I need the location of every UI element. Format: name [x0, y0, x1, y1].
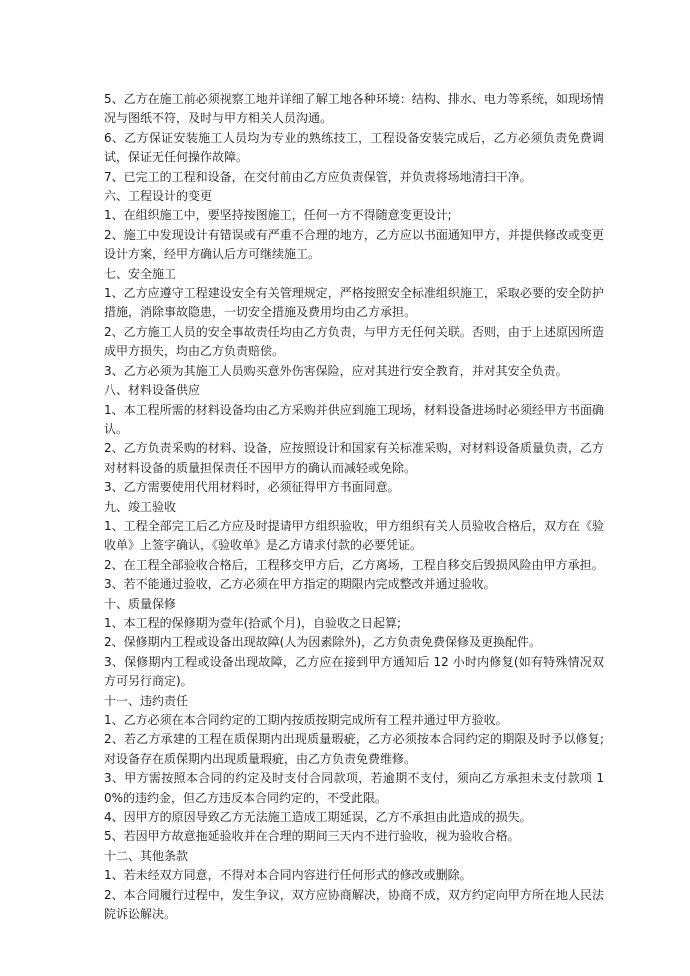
section-heading-design-change: 六、工程设计的变更	[104, 189, 213, 204]
acceptance-clause-3: 3、若不能通过验收，乙方必须在甲方指定的期限内完成整改并通过验收。	[104, 577, 496, 592]
warranty-clause-2: 2、保修期内工程或设备出现故障(人为因素除外)，乙方负责免费保修及更换配件。	[104, 635, 542, 650]
section-heading-warranty: 十、质量保修	[104, 596, 177, 611]
materials-clause-3: 3、乙方需要使用代用材料时，必须征得甲方书面同意。	[104, 480, 400, 495]
section-heading-acceptance: 九、竣工验收	[104, 499, 177, 514]
liability-clause-3: 3、甲方需按照本合同的约定及时支付合同款项，若逾期不支付，须向乙方承担未支付款项 10%的违约金，但乙方违反本合同约定的，不受此限。	[104, 771, 604, 805]
materials-clause-1: 1、本工程所需的材料设备均由乙方采购并供应到施工现场，材料设备进场时必须经甲方书面确认。	[104, 402, 604, 436]
safety-clause-1: 1、乙方应遵守工程建设安全有关管理规定，严格按照安全标准组织施工，采取必要的安全防护措施，消除事故隐患，一切安全措施及费用均由乙方承担。	[104, 286, 604, 320]
other-terms-clause-2: 2、本合同履行过程中，发生争议，双方应协商解决，协商不成，双方约定向甲方所在地人民法院诉讼解决。	[104, 887, 604, 922]
warranty-clause-3: 3、保修期内工程或设备出现故障，乙方应在接到甲方通知后 12 小时内修复(如有特殊情况双方可另行商定)。	[104, 654, 604, 689]
materials-clause-2: 2、乙方负责采购的材料、设备，应按照设计和国家有关标准采购，对材料设备质量负责，乙方对材料设备的质量担保责任不因甲方的确认而减轻或免除。	[104, 441, 604, 475]
section-heading-safety: 七、安全施工	[104, 266, 177, 281]
section-heading-liability: 十一、违约责任	[104, 693, 189, 708]
clause-5-site-survey: 5、乙方在施工前必须视察工地并详细了解工地各种环境：结构、排水、电力等系统，如现场情况与图纸不符，及时与甲方相关人员沟通。	[104, 92, 604, 126]
clause-6-installers: 6、乙方保证安装施工人员均为专业的熟练技工，工程设备安装完成后，乙方必须负责免费调试，保证无任何操作故障。	[104, 130, 604, 165]
acceptance-clause-2: 2、在工程全部验收合格后，工程移交甲方后，乙方离场，工程自移交后毁损风险由甲方承担。	[104, 557, 604, 572]
contract-page-body	[104, 90, 604, 924]
safety-clause-2: 2、乙方施工人员的安全事故责任均由乙方负责，与甲方无任何关联。否则，由于上述原因所造成甲方损失，均由乙方负责赔偿。	[104, 324, 604, 359]
design-change-clause-1: 1、在组织施工中，要坚持按图施工，任何一方不得随意变更设计;	[104, 208, 452, 223]
liability-clause-1: 1、乙方必须在本合同约定的工期内按质按期完成所有工程并通过甲方验收。	[104, 713, 508, 727]
acceptance-clause-1: 1、工程全部完工后乙方应及时提请甲方组织验收，甲方组织有关人员验收合格后，双方在《验收单》上签字确认，《验收单》是乙方请求付款的必要凭证。	[104, 518, 604, 553]
liability-clause-5: 5、若因甲方故意拖延验收并在合理的期间三天内不进行验收，视为验收合格。	[104, 829, 520, 844]
section-heading-other-terms: 十二、其他条款	[104, 848, 189, 863]
liability-clause-2: 2、若乙方承建的工程在质保期内出现质量瑕疵，乙方必须按本合同约定的期限及时予以修复;对设备存在质保期内出现质量瑕疵，由乙方负责免费维修。	[104, 732, 604, 766]
section-heading-materials: 八、材料设备供应	[104, 383, 201, 398]
other-terms-clause-1: 1、若未经双方同意，不得对本合同内容进行任何形式的修改或删除。	[104, 868, 472, 883]
warranty-clause-1: 1、本工程的保修期为壹年(拾贰个月)，自验收之日起算;	[104, 615, 402, 630]
liability-clause-4: 4、因甲方的原因导致乙方无法施工造成工期延误，乙方不承担由此造成的损失。	[104, 810, 532, 825]
safety-clause-3: 3、乙方必须为其施工人员购买意外伤害保险，应对其进行安全教育，并对其安全负责。	[104, 363, 568, 378]
clause-7-custody: 7、已完工的工程和设备，在交付前由乙方应负责保管，并负责将场地清扫干净。	[104, 169, 532, 184]
design-change-clause-2: 2、施工中发现设计有错误或有严重不合理的地方，乙方应以书面通知甲方，并提供修改或变更设计方案，经甲方确认后方可继续施工。	[104, 227, 604, 262]
